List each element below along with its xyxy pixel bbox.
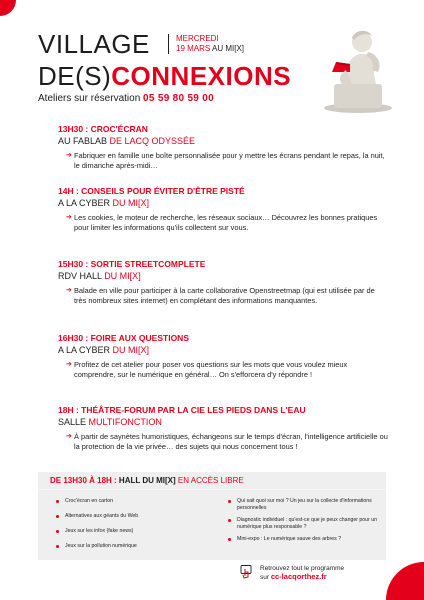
place-prefix: AU FABLAB: [58, 136, 110, 146]
event-place: [58, 344, 388, 356]
list-item: [56, 528, 206, 535]
event-4: [58, 333, 388, 380]
footer-line-1: Retrouvez tout le programme: [260, 565, 345, 572]
list-item: [56, 543, 206, 550]
list-item: [228, 536, 378, 543]
bullet-icon: [56, 500, 59, 503]
event-description: [58, 151, 388, 171]
arrow-right-icon: ➔: [66, 152, 72, 159]
place-accent: DU MI[X]: [112, 198, 150, 208]
footer-line-2-prefix: sur: [260, 574, 271, 581]
footer-text: [260, 565, 344, 582]
list-item-text: Qui sait quoi sur moi ? Un jeu sur la collecte d'informations personnelles: [237, 498, 372, 511]
event-description: [58, 286, 388, 306]
event-place: [58, 197, 388, 209]
title-line-2: [38, 62, 291, 90]
thinker-statue-with-laptop-illustration: [306, 18, 402, 114]
free-access-activities: [38, 489, 386, 560]
free-access-time: DE 13H30 À 18H :: [50, 476, 119, 485]
event-description: [58, 213, 388, 233]
website-link[interactable]: cc-lacqorthez.fr: [270, 572, 327, 581]
arrow-right-icon: ➔: [66, 287, 72, 294]
list-item-text: Croc'écran en carton: [65, 498, 113, 504]
event-place: [58, 135, 388, 147]
event-date: [168, 34, 244, 54]
list-item-text: Mini-expo : Le numérique sauve des arbres ?: [237, 536, 342, 542]
corner-decoration-top-left: [0, 0, 16, 16]
list-item: [56, 498, 206, 505]
bullet-icon: [56, 545, 59, 548]
description-text: Profitez de cet atelier pour poser vos questions sur les mots que vous voulez mieux comprendre, sur le numérique en général… On s'efforcera d'y répondre !: [74, 360, 348, 379]
place-accent: DU MI[X]: [112, 345, 150, 355]
description-text: Fabriquer en famille une boîte personnalisée pour y mettre les écrans pendant le repas, la nuit, le dimanche après-midi…: [74, 151, 385, 170]
free-access-label: HALL DU MI[X]: [118, 476, 178, 485]
date-place: AU MI[X]: [210, 44, 245, 53]
description-text: Les cookies, le moteur de recherche, les réseaux sociaux… Découvrez les bonnes pratiques pour limiter les informations qu'ils collectent sur vous.: [74, 213, 378, 232]
place-accent: DU MI[X]: [104, 271, 141, 281]
place-prefix: RDV HALL: [58, 271, 105, 281]
list-item-text: Jeux sur les infox (fake news): [65, 528, 134, 534]
reservation-line: [38, 93, 214, 104]
event-place: [58, 416, 388, 428]
date-day: MERCREDI: [176, 34, 219, 43]
description-text: Balade en ville pour participer à la carte collaborative Openstreetmap (qui est utilisée par de très nombreux sites internet) en complétant des informations manquantes.: [74, 286, 375, 305]
event-time: 16H30 : FOIRE AUX QUESTIONS: [58, 333, 189, 343]
place-prefix: SALLE: [58, 417, 89, 427]
place-prefix: A LA CYBER: [58, 345, 113, 355]
description-text: À partir de saynètes humoristiques, échangeons sur le temps d'écran, l'intelligence artificielle ou la protection de la vie privée… des sujets qui nous concernent tous !: [74, 432, 388, 451]
event-3: [58, 259, 388, 306]
bullet-icon: [56, 515, 59, 518]
free-access-header: [38, 472, 386, 489]
hand-pointer-icon: [240, 565, 252, 579]
title-accent: CONNEXIONS: [111, 61, 292, 91]
arrow-right-icon: ➔: [66, 361, 72, 368]
corner-decoration-bottom-right: [386, 562, 424, 600]
event-time: 18H : THÉÂTRE-FORUM PAR LA CIE LES PIEDS DANS L'EAU: [58, 405, 306, 415]
bullet-icon: [228, 538, 231, 541]
place-accent: MULTIFONCTION: [88, 417, 162, 427]
event-time: 15H30 : SORTIE STREETCOMPLETE: [58, 259, 206, 269]
list-item-text: Diagnostic individuel : qu'est-ce que je peux changer pour un numérique plus responsable ?: [237, 517, 377, 530]
event-2: [58, 186, 388, 233]
arrow-right-icon: ➔: [66, 214, 72, 221]
activities-left-column: [56, 498, 206, 558]
event-1: [58, 124, 388, 171]
event-5: [58, 405, 388, 452]
bullet-icon: [56, 530, 59, 533]
event-place: [58, 270, 388, 282]
date-rest: 19 MARS: [176, 44, 211, 53]
place-accent: DE LACQ ODYSSÉE: [109, 136, 196, 146]
event-time: 13H30 : CROC'ÉCRAN: [58, 124, 148, 134]
list-item: [56, 513, 206, 520]
title-line-1: VILLAGE: [38, 29, 150, 59]
reservation-phone[interactable]: 05 59 80 59 00: [143, 93, 214, 104]
place-prefix: A LA CYBER: [58, 198, 113, 208]
event-time: 14H : CONSEILS POUR ÉVITER D'ÊTRE PISTÉ: [58, 186, 245, 196]
bullet-icon: [228, 519, 231, 522]
reservation-label: Ateliers sur réservation: [38, 93, 144, 104]
event-description: [58, 432, 388, 452]
list-item-text: Alternatives aux géants du Web: [65, 513, 139, 519]
bullet-icon: [228, 500, 231, 503]
list-item: [228, 517, 378, 531]
arrow-right-icon: ➔: [66, 433, 72, 440]
list-item-text: Jeux sur la pollution numérique: [65, 543, 137, 549]
free-access-label-accent: EN ACCÈS LIBRE: [177, 476, 244, 485]
event-description: [58, 360, 388, 380]
title-prefix: DE(S): [38, 61, 112, 91]
activities-right-column: [228, 498, 378, 546]
list-item: [228, 498, 378, 512]
